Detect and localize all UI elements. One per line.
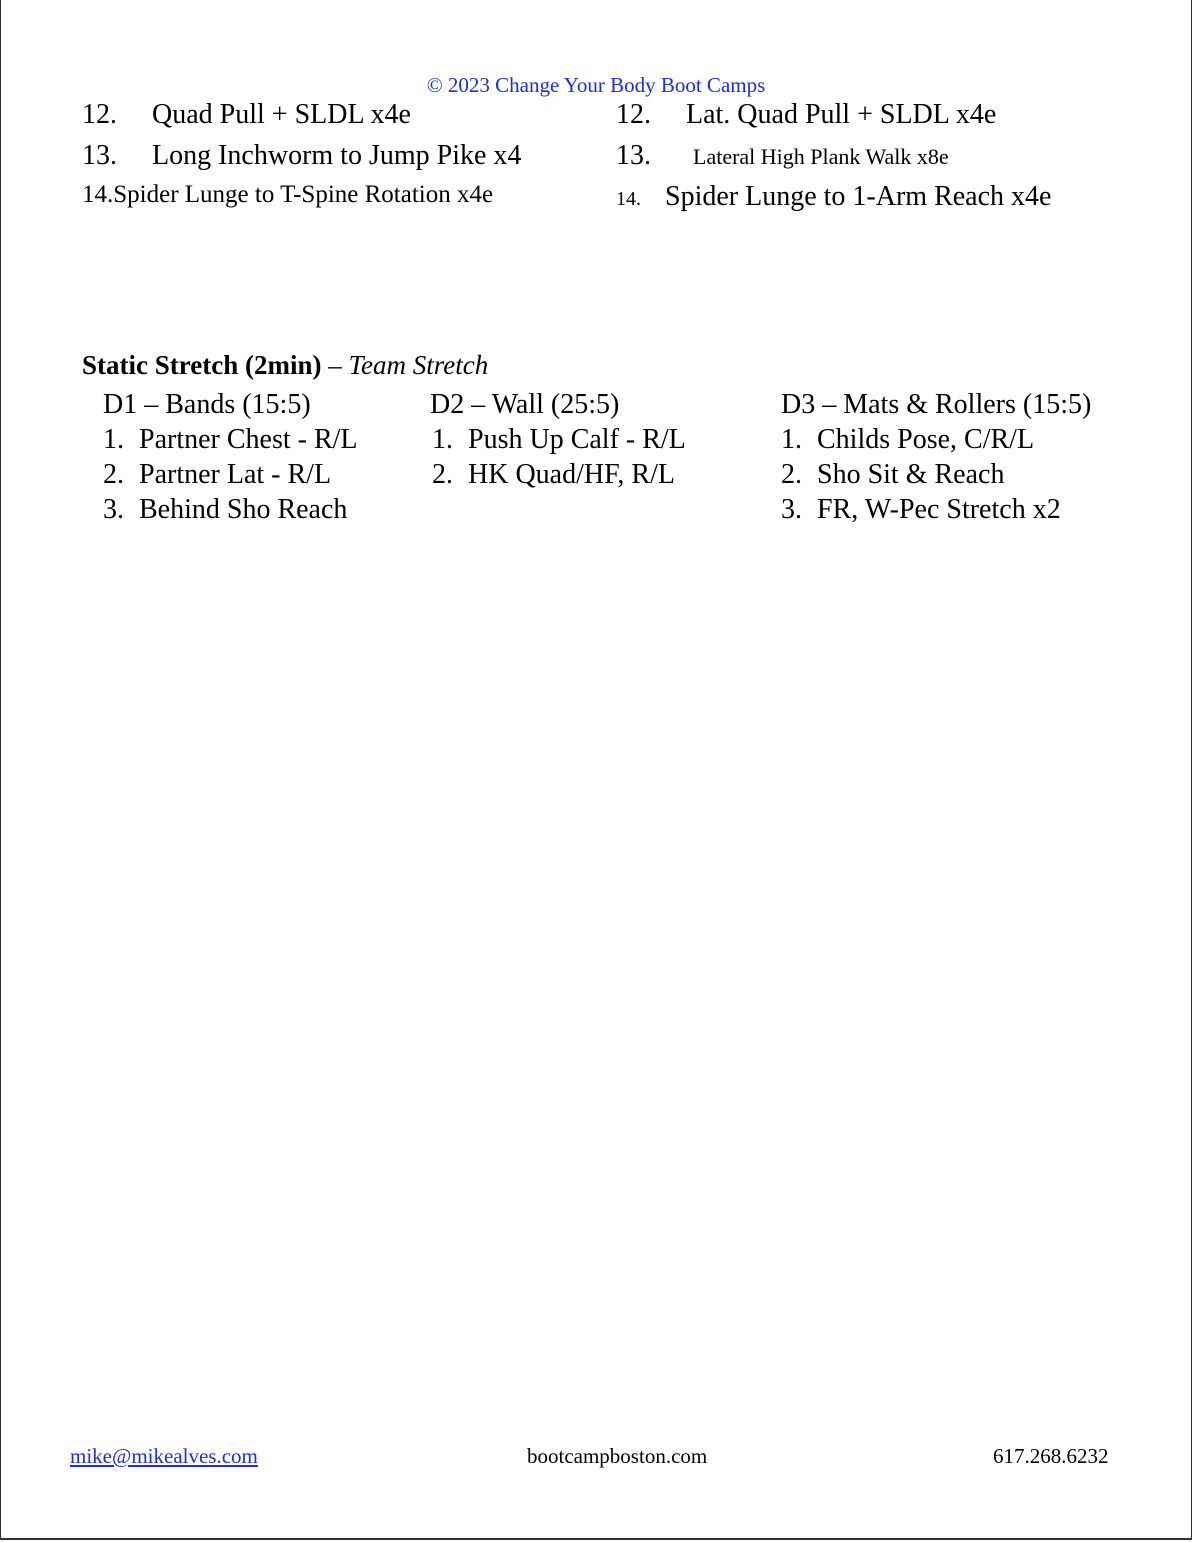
- footer-phone: 617.268.6232: [993, 1444, 1109, 1468]
- item-number: 2.: [432, 459, 453, 490]
- item-text: Spider Lunge to 1-Arm Reach x4e: [665, 181, 1052, 212]
- item-number: 14.: [82, 181, 114, 208]
- column-heading-d2: D2 – Wall (25:5): [430, 389, 620, 420]
- item-number: 1.: [103, 424, 124, 455]
- static-stretch-heading: [82, 350, 488, 381]
- column-d2-item: [432, 459, 675, 491]
- footer-email-link[interactable]: mike@mikealves.com: [70, 1444, 258, 1468]
- column-heading-d3: D3 – Mats & Rollers (15:5): [781, 389, 1092, 420]
- item-number: 12.: [82, 99, 117, 130]
- left-list-item-12: [82, 99, 411, 131]
- item-number: 2.: [781, 459, 802, 490]
- column-d3-item: [781, 494, 1061, 526]
- column-d1-item: [103, 424, 358, 456]
- item-number: 14.: [616, 188, 641, 210]
- item-text: Spider Lunge to T-Spine Rotation x4e: [113, 181, 494, 208]
- item-text: Behind Sho Reach: [139, 494, 348, 525]
- right-list-item-14: [616, 181, 1051, 215]
- copyright-notice: © 2023 Change Your Body Boot Camps: [426, 73, 766, 97]
- item-number: 3.: [103, 494, 124, 525]
- left-list-item-13: [82, 140, 521, 172]
- item-text: HK Quad/HF, R/L: [468, 459, 675, 490]
- right-list-item-12: [616, 99, 996, 131]
- item-text: Quad Pull + SLDL x4e: [152, 99, 411, 130]
- right-list-item-13: [616, 140, 949, 173]
- item-number: 3.: [781, 494, 802, 525]
- item-text: FR, W-Pec Stretch x2: [817, 494, 1061, 525]
- section-subtitle: Team Stretch: [348, 350, 489, 380]
- item-number: 2.: [103, 459, 124, 490]
- section-title: Static Stretch (2min): [82, 350, 322, 380]
- footer-website: bootcampboston.com: [527, 1444, 708, 1468]
- item-text: Partner Lat - R/L: [139, 459, 332, 490]
- left-list-item-14: [82, 179, 493, 211]
- item-number: 1.: [781, 424, 802, 455]
- column-d3-item: [781, 459, 1004, 491]
- column-heading-d1: D1 – Bands (15:5): [103, 389, 311, 420]
- column-d2-item: [432, 424, 686, 456]
- item-text: Lateral High Plank Walk x8e: [693, 144, 949, 169]
- item-number: 1.: [432, 424, 453, 455]
- column-d3-item: [781, 424, 1034, 456]
- column-d1-item: [103, 459, 331, 491]
- item-text: Partner Chest - R/L: [139, 424, 358, 455]
- column-d1-item: [103, 494, 347, 526]
- item-number: 13.: [82, 140, 117, 171]
- item-number: 13.: [616, 140, 651, 171]
- item-text: Lat. Quad Pull + SLDL x4e: [686, 99, 997, 130]
- item-text: Sho Sit & Reach: [817, 459, 1005, 490]
- item-text: Childs Pose, C/R/L: [817, 424, 1035, 455]
- item-text: Long Inchworm to Jump Pike x4: [152, 140, 522, 171]
- item-number: 12.: [616, 99, 651, 130]
- item-text: Push Up Calf - R/L: [468, 424, 686, 455]
- title-separator: –: [321, 350, 349, 380]
